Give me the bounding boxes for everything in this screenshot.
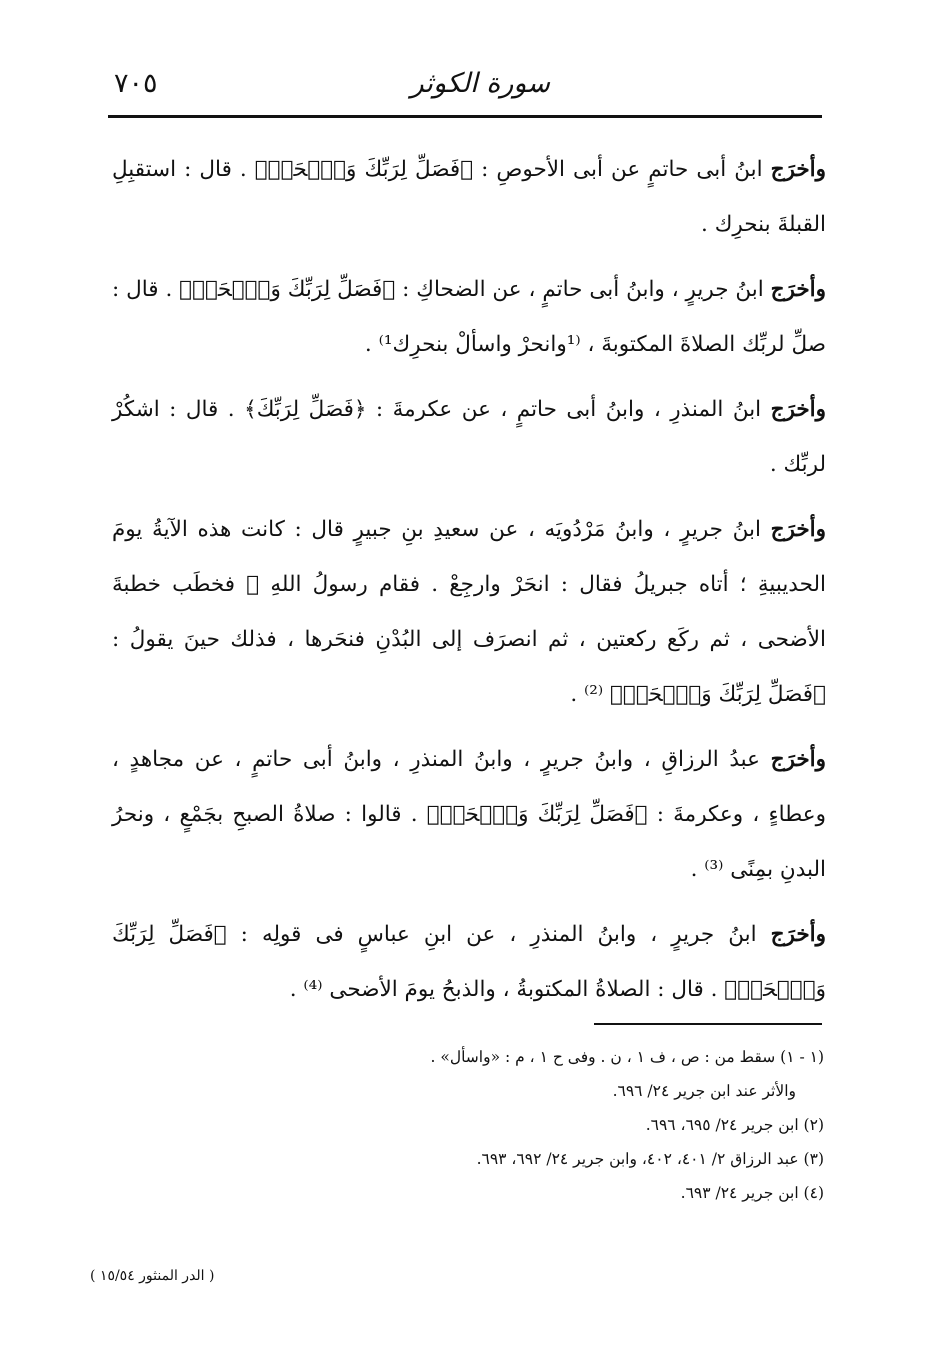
header-rule (108, 115, 822, 118)
paragraph-text: ابنُ أبى حاتمٍ عن أبى الأحوصِ : ﴿فَصَلِّ لِرَبِّكَ وَٱنۡحَرۡ﴾ . قال : استقبِلِ القبلةَ بنحرِك . (112, 157, 826, 237)
paragraph-text: ابنُ جريرٍ ، وابنُ المنذرِ ، عن ابنِ عباسٍ فى قولِه : ﴿فَصَلِّ لِرَبِّكَ وَٱنۡحَرۡ﴾ . قال : الصلاةُ المكتوبةُ ، والذبحُ يومَ الأضحى ⁽⁴⁾ . (112, 922, 826, 1002)
footnote-rule (594, 1023, 822, 1025)
paragraph-text: ابنُ جريرٍ ، وابنُ أبى حاتمٍ ، عن الضحاكِ : ﴿فَصَلِّ لِرَبِّكَ وَٱنۡحَرۡ﴾ . قال : صلِّ لربِّك الصلاةَ المكتوبةَ ، ⁽¹وانحرْ واسألْ بنحرِك¹⁾ . (112, 277, 826, 357)
footnotes (112, 1040, 824, 1210)
paragraph-3 (112, 382, 826, 492)
paragraph-lead: وأخرَج (770, 397, 826, 422)
running-title: سورة الكوثر (410, 68, 550, 99)
footnote-1-continuation: والأثر عند ابن جرير ٢٤/ ٦٩٦. (612, 1082, 796, 1100)
paragraph-4 (112, 502, 826, 722)
paragraph-lead: وأخرَج (770, 277, 826, 302)
paragraph-lead: وأخرَج (770, 157, 826, 182)
paragraph-1 (112, 142, 826, 252)
source-reference: ( الدر المنثور ١٥/٥٤ ) (90, 1268, 215, 1284)
body-text (112, 142, 826, 1027)
paragraph-lead: وأخرَج (770, 517, 826, 542)
paragraph-2 (112, 262, 826, 372)
footnote-4: (٤) ابن جرير ٢٤/ ٦٩٣. (680, 1184, 824, 1202)
paragraph-5 (112, 732, 826, 897)
footnote-1: (١ - ١) سقط من : ص ، ف ١ ، ن . وفى ح ١ ، م : «واسأل» . (430, 1048, 824, 1066)
paragraph-text: ابنُ المنذرِ ، وابنُ أبى حاتمٍ ، عن عكرمةَ : ﴿فَصَلِّ لِرَبِّكَ﴾ . قال : اشكُرْ لربِّك . (112, 397, 826, 477)
page-number: ٧٠٥ (114, 68, 158, 99)
footnote-2: (٢) ابن جرير ٢٤/ ٦٩٥، ٦٩٦. (645, 1116, 824, 1134)
paragraph-lead: وأخرَج (770, 747, 826, 772)
paragraph-6 (112, 907, 826, 1017)
page-header (108, 62, 822, 122)
footnote-3: (٣) عبد الرزاق ٢/ ٤٠١، ٤٠٢، وابن جرير ٢٤/ ٦٩٢، ٦٩٣. (476, 1150, 824, 1168)
paragraph-text: ابنُ جريرٍ ، وابنُ مَرْدُويَه ، عن سعيدِ بنِ جبيرٍ قال : كانت هذه الآيةُ يومَ الحديبيةِ ؛ أتاه جبريلُ فقال : انحَرْ وارجِعْ . فقام رسولُ اللهِ ﷺ فخطَب خطبةَ الأضحى ، ثم ركَع ركعتين ، ثم انصرَف إلى البُدْنِ فنحَرها ، فذلك حينَ يقولُ : ﴿فَصَلِّ لِرَبِّكَ وَٱنۡحَرۡ﴾ ⁽²⁾ . (112, 517, 826, 707)
paragraph-lead: وأخرَج (770, 922, 826, 947)
paragraph-text: عبدُ الرزاقِ ، وابنُ جريرٍ ، وابنُ المنذرِ ، وابنُ أبى حاتمٍ ، عن مجاهدٍ ، وعطاءٍ ، وعكرمةَ : ﴿فَصَلِّ لِرَبِّكَ وَٱنۡحَرۡ﴾ . قالوا : صلاةُ الصبحِ بجَمْعٍ ، ونحرُ البدنِ بمِنًى ⁽³⁾ . (112, 747, 826, 882)
